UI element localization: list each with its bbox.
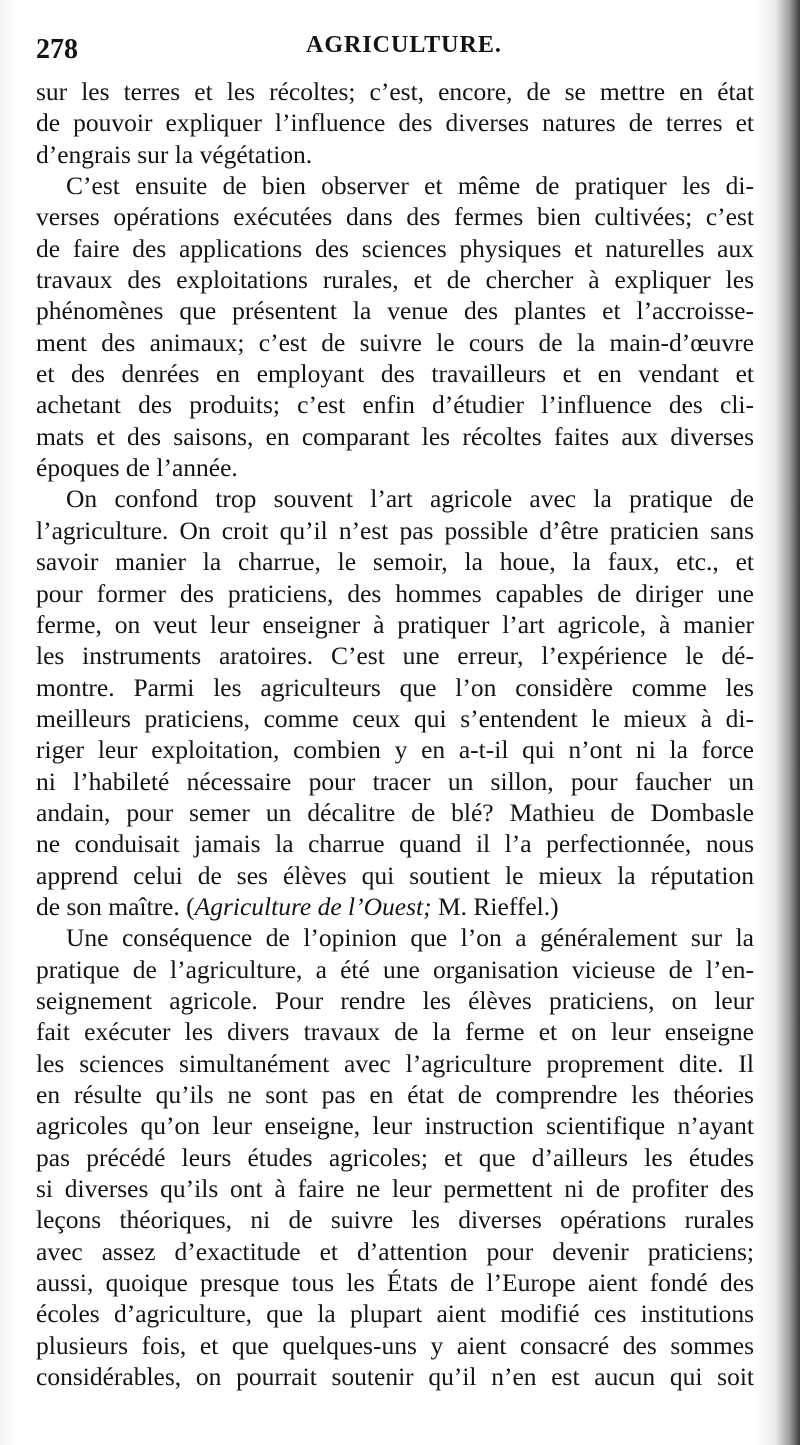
citation-author: M. Rieffel.)	[431, 891, 559, 921]
text-line: en résulte qu’ils ne sont pas en état de comprendre les théories	[36, 1080, 754, 1109]
text-line: On confond trop souvent l’art agricole avec la pratique de	[66, 484, 754, 514]
text-line: seignement agricole. Pour rendre les élèves praticiens, on leur	[36, 985, 754, 1015]
citation-line	[36, 891, 754, 922]
paragraph-2	[36, 170, 754, 483]
running-head: AGRICULTURE.	[306, 32, 502, 58]
text-line: achetant des produits; c’est enfin d’étudier l’influence des cli-	[36, 390, 754, 420]
text-line: ment des animaux; c’est de suivre le cours de la main-d’œuvre	[36, 327, 754, 357]
text-line: savoir manier la charrue, le semoir, la houe, la faux, etc., et	[36, 547, 754, 577]
text-line: d’engrais sur la végétation.	[36, 139, 313, 169]
text-line: ni l’habileté nécessaire pour tracer un sillon, pour faucher un	[36, 766, 754, 796]
text-line: pour former des praticiens, des hommes capables de diriger une	[36, 578, 754, 608]
text-line: et des denrées en employant des travailleurs et en vendant et	[36, 359, 754, 389]
text-line: mats et des saisons, en comparant les récoltes faites aux diverses	[36, 421, 754, 451]
text-line: ferme, on veut leur enseigner à pratiquer l’art agricole, à manier	[36, 609, 754, 639]
text-line: riger leur exploitation, combien y en a-t-il qui n’ont ni la force	[36, 735, 754, 765]
text-line: verses opérations exécutées dans des fermes bien cultivées; c’est	[36, 202, 754, 232]
citation-source: Agriculture de l’Ouest;	[194, 891, 432, 921]
text-line: meilleurs praticiens, comme ceux qui s’entendent le mieux à di-	[36, 703, 754, 733]
text-line: pratique de l’agriculture, a été une organisation vicieuse de l’en-	[36, 954, 754, 984]
text-line: si diverses qu’ils ont à faire ne leur permettent ni de profiter des	[36, 1174, 754, 1204]
body-text	[36, 76, 754, 1392]
paragraph-4	[36, 922, 754, 1392]
text-line: agricoles qu’on leur enseigne, leur instruction scientifique n’ayant	[36, 1111, 754, 1141]
text-line: ne conduisait jamais la charrue quand il l’a perfectionnée, nous	[36, 829, 754, 859]
text-line: avec assez d’exactitude et d’attention pour devenir praticiens;	[36, 1236, 754, 1266]
text-line: écoles d’agriculture, que la plupart aient modifié ces institutions	[36, 1299, 754, 1329]
text-line: aussi, quoique presque tous les États de l’Europe aient fondé des	[36, 1268, 754, 1298]
text-line: fait exécuter les divers travaux de la ferme et on leur enseigne	[36, 1017, 754, 1047]
citation-text: de son maître. (	[36, 891, 195, 921]
text-line: apprend celui de ses élèves qui soutient le mieux la réputation	[36, 860, 754, 890]
text-line: considérables, on pourrait soutenir qu’il n’en est aucun qui soit	[36, 1362, 754, 1392]
text-line: époques de l’année.	[36, 453, 238, 483]
text-line: Une conséquence de l’opinion que l’on a généralement sur la	[66, 923, 754, 953]
page-header	[36, 28, 758, 68]
text-line: C’est ensuite de bien observer et même de pratiquer les di-	[66, 171, 754, 201]
text-line: de pouvoir expliquer l’influence des diverses natures de terres et	[36, 108, 754, 138]
text-line: les sciences simultanément avec l’agriculture proprement dite. Il	[36, 1048, 754, 1078]
text-line: de faire des applications des sciences physiques et naturelles aux	[36, 233, 754, 263]
paragraph-1	[36, 76, 754, 170]
text-line: plusieurs fois, et que quelques-uns y aient consacré des sommes	[36, 1330, 754, 1360]
text-line: travaux des exploitations rurales, et de chercher à expliquer les	[36, 265, 754, 295]
page-number: 278	[36, 34, 78, 65]
text-line: pas précédé leurs études agricoles; et que d’ailleurs les études	[36, 1142, 754, 1172]
text-line: phénomènes que présentent la venue des plantes et l’accroisse-	[36, 296, 754, 326]
text-line: les instruments aratoires. C’est une erreur, l’expérience le dé-	[36, 641, 754, 671]
text-line: montre. Parmi les agriculteurs que l’on considère comme les	[36, 672, 754, 702]
text-line: l’agriculture. On croit qu’il n’est pas possible d’être praticien sans	[36, 515, 754, 545]
text-line: leçons théoriques, ni de suivre les diverses opérations rurales	[36, 1205, 754, 1235]
text-line: andain, pour semer un décalitre de blé? Mathieu de Dombasle	[36, 797, 754, 827]
text-line: sur les terres et les récoltes; c’est, encore, de se mettre en état	[36, 77, 754, 106]
paragraph-3	[36, 483, 754, 922]
